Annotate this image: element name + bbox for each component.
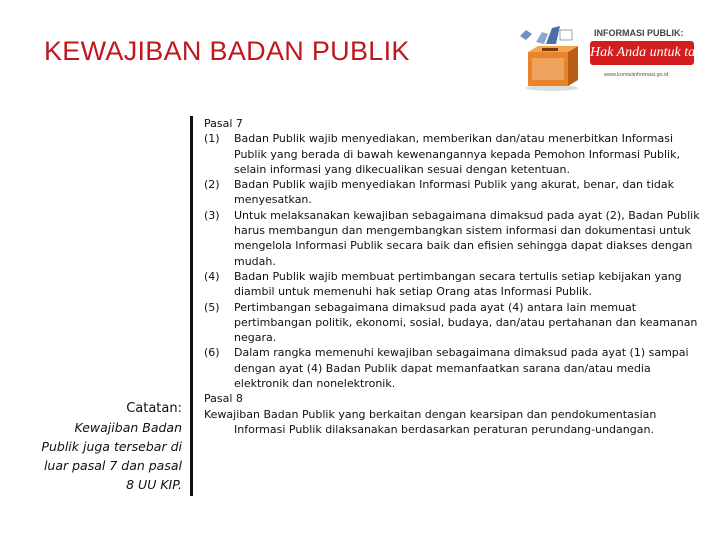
- item-number: (3): [204, 208, 220, 222]
- slide-title: KEWAJIBAN BADAN PUBLIK: [44, 36, 410, 66]
- ballot-box-illustration: [516, 22, 582, 92]
- pasal-8-text: Kewajiban Badan Publik yang berkaitan dengan kearsipan dan pendokumentasian Informasi Publik dilaksanakan berdasarkan peraturan perundang-undangan.: [204, 407, 657, 436]
- logo-url: www.komisiinformasi.go.id: [604, 72, 669, 78]
- item-text: Badan Publik wajib menyediakan Informasi Publik yang akurat, benar, dan tidak menyesatkan.: [234, 178, 674, 207]
- list-item: [204, 177, 704, 208]
- item-text: Untuk melaksanakan kewajiban sebagaimana dimaksud pada ayat (2), Badan Publik harus membangun dan mengembangkan sistem informasi dan dokumentasi untuk mengelola Informasi Publik secara baik dan efisien sehingga dapat diakses dengan mudah.: [234, 208, 700, 268]
- item-number: (5): [204, 300, 220, 314]
- vertical-divider: [190, 116, 193, 496]
- article-content: [204, 116, 704, 437]
- item-number: (6): [204, 346, 220, 360]
- item-text: Badan Publik wajib menyediakan, memberikan dan/atau menerbitkan Informasi Publik yang berada di bawah kewenangannya kepada Pemohon Informasi Publik, selain informasi yang dikecualikan sesuai dengan ketentuan.: [234, 132, 680, 176]
- item-text: Badan Publik wajib membuat pertimbangan secara tertulis setiap kebijakan yang diambil untuk memenuhi hak setiap Orang atas Informasi Publik.: [234, 269, 682, 299]
- note-heading: Catatan:: [126, 401, 182, 416]
- logo-tagline: Hak Anda untuk tahu!: [590, 41, 694, 65]
- pasal-7-list: [204, 131, 704, 391]
- list-item: [204, 208, 704, 269]
- list-item: [204, 269, 704, 300]
- pasal-8-heading: Pasal 8: [204, 392, 243, 406]
- list-item: [204, 300, 704, 346]
- item-text: Dalam rangka memenuhi kewajiban sebagaimana dimaksud pada ayat (1) sampai dengan ayat (4) Badan Publik dapat memanfaatkan sarana dan/atau media elektronik dan nonelektronik.: [234, 346, 689, 391]
- logo-heading: INFORMASI PUBLIK:: [594, 28, 684, 38]
- list-item: [204, 131, 704, 177]
- item-number: (4): [204, 269, 220, 283]
- item-number: (1): [204, 132, 220, 146]
- item-text: Pertimbangan sebagaimana dimaksud pada ayat (4) antara lain memuat pertimbangan politik, ekonomi, sosial, budaya, dan/atau pertahanan dan keamanan negara.: [234, 300, 698, 345]
- list-item: [204, 345, 704, 391]
- informasi-publik-logo: [512, 20, 714, 94]
- item-number: (2): [204, 178, 220, 192]
- pasal-7-heading: Pasal 7: [204, 117, 243, 130]
- note-box: [40, 400, 182, 494]
- note-body: Kewajiban Badan Publik juga tersebar di luar pasal 7 dan pasal 8 UU KIP.: [41, 420, 182, 492]
